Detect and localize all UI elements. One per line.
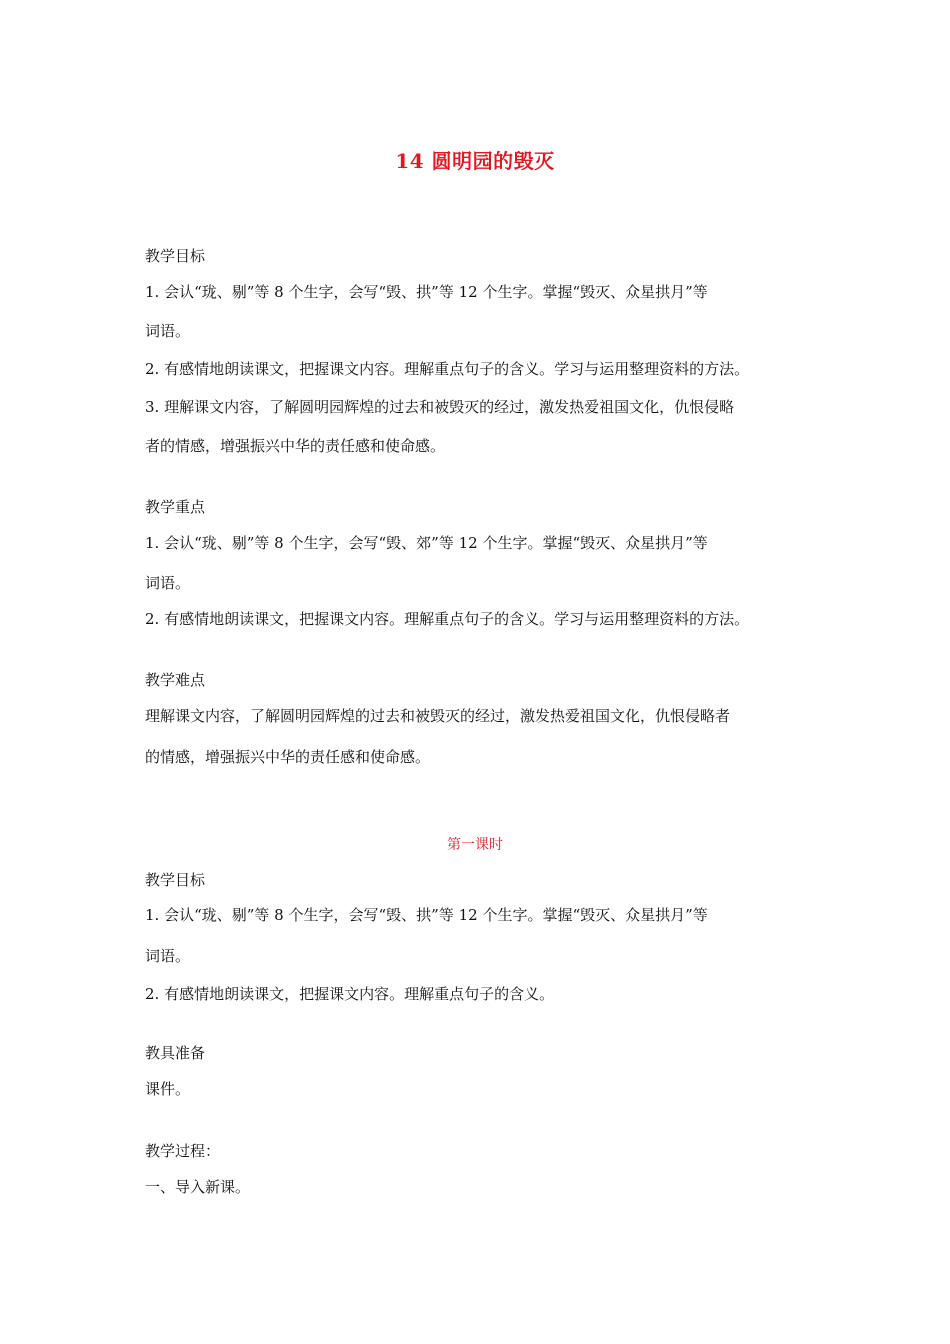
- document-title: 14 圆明园的毁灭: [395, 149, 555, 173]
- lesson-objective-item-2: 2. 有感情地朗读课文，把握课文内容。理解重点句子的含义。: [145, 985, 555, 1003]
- difficulty-line-2: 的情感，增强振兴中华的责任感和使命感。: [145, 748, 431, 766]
- objective-item-2: 2. 有感情地朗读课文，把握课文内容。理解重点句子的含义。学习与运用整理资料的方法。: [145, 360, 750, 378]
- teaching-aids-content: 课件。: [145, 1080, 191, 1098]
- process-step-1: 一、导入新课。: [145, 1178, 251, 1196]
- key-point-item-1-line-2: 词语。: [145, 574, 191, 592]
- lesson-objective-item-1-line-1: 1. 会认“珑、剔”等 8 个生字，会写“毁、拱”等 12 个生字。掌握“毁灭、众星拱月”等: [145, 906, 708, 924]
- lesson-heading-objectives: 教学目标: [145, 871, 206, 889]
- key-point-item-1-line-1: 1. 会认“珑、剔”等 8 个生字，会写“毁、郊”等 12 个生字。掌握“毁灭、众星拱月”等: [145, 534, 708, 552]
- objective-item-3-line-1: 3. 理解课文内容，了解圆明园辉煌的过去和被毁灭的经过，激发热爱祖国文化，仇恨侵略: [145, 398, 735, 416]
- objective-item-1-line-1: 1. 会认“珑、剔”等 8 个生字，会写“毁、拱”等 12 个生字。掌握“毁灭、众星拱月”等: [145, 283, 708, 301]
- section-heading-process: 教学过程：: [145, 1142, 221, 1160]
- section-heading-key-points: 教学重点: [145, 498, 206, 516]
- lesson-objective-item-1-line-2: 词语。: [145, 947, 191, 965]
- objective-item-1-line-2: 词语。: [145, 322, 191, 340]
- key-point-item-2: 2. 有感情地朗读课文，把握课文内容。理解重点句子的含义。学习与运用整理资料的方法。: [145, 610, 750, 628]
- section-heading-teaching-aids: 教具准备: [145, 1044, 206, 1062]
- objective-item-3-line-2: 者的情感，增强振兴中华的责任感和使命感。: [145, 437, 446, 455]
- section-heading-objectives: 教学目标: [145, 247, 206, 265]
- lesson-subtitle: 第一课时: [447, 837, 503, 853]
- difficulty-line-1: 理解课文内容，了解圆明园辉煌的过去和被毁灭的经过，激发热爱祖国文化，仇恨侵略者: [145, 707, 731, 725]
- section-heading-difficulties: 教学难点: [145, 671, 206, 689]
